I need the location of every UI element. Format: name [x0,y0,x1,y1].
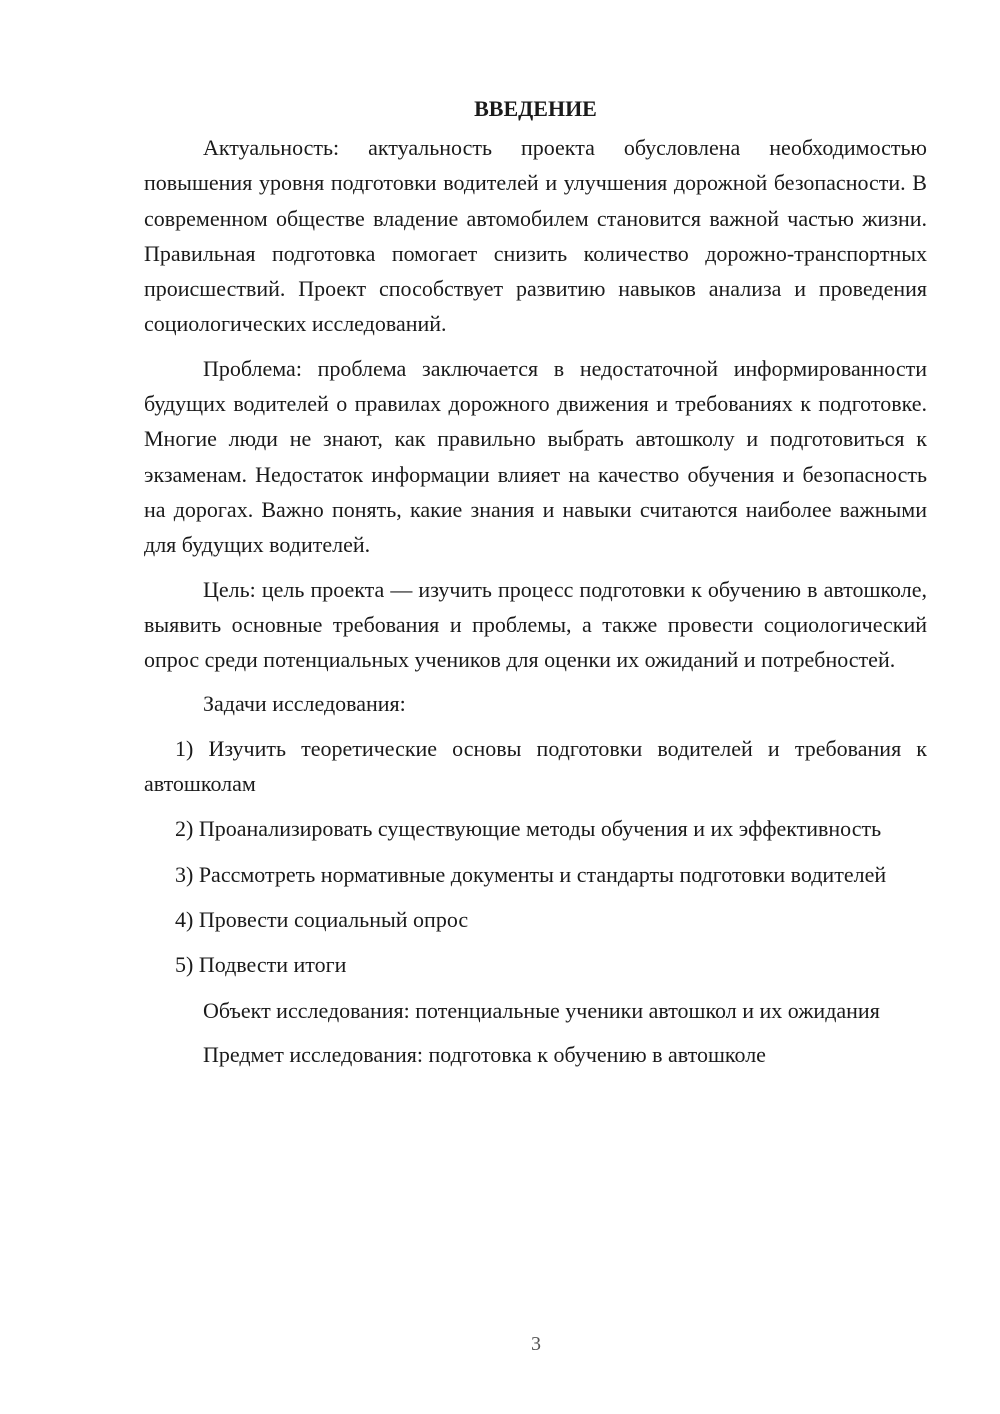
page-number: 3 [531,1333,541,1355]
task-item: 4) Провести социальный опрос [175,906,469,932]
goal-paragraph: Цель: цель проекта — изучить процесс подготовки к обучению в автошколе, выявить основные требования и проблемы, а также провести социологический опрос среди потенциальных учеников для оценки их ожиданий и потребностей. [144,576,927,673]
problem-paragraph: Проблема: проблема заключается в недостаточной информированности будущих водителей о правилах дорожного движения и требованиях к подготовке. Многие люди не знают, как правильно выбрать автошколу и подготовиться к экзаменам. Недостаток информации влияет на качество обучения и безопасность на дорогах. Важно понять, какие знания и навыки считаются наиболее важными для будущих водителей. [144,355,927,558]
task-item: 3) Рассмотреть нормативные документы и стандарты подготовки водителей [175,861,887,887]
object-paragraph: Объект исследования: потенциальные ученики автошкол и их ожидания [203,997,880,1023]
task-item: 1) Изучить теоретические основы подготовки водителей и требования к автошколам [144,735,927,797]
subject-paragraph: Предмет исследования: подготовка к обучению в автошколе [203,1041,766,1067]
page-content [144,94,927,1081]
relevance-paragraph: Актуальность: актуальность проекта обусловлена необходимостью повышения уровня подготовки водителей и улучшения дорожной безопасности. В современном обществе владение автомобилем становится важной частью жизни. Правильная подготовка помогает снизить количество дорожно-транспортных происшествий. Проект способствует развитию навыков анализа и проведения социологических исследований. [144,135,927,337]
section-title: ВВЕДЕНИЕ [474,96,597,121]
tasks-heading: Задачи исследования: [203,691,406,717]
task-item: 5) Подвести итоги [175,952,347,978]
task-item: 2) Проанализировать существующие методы обучения и их эффективность [175,816,882,842]
